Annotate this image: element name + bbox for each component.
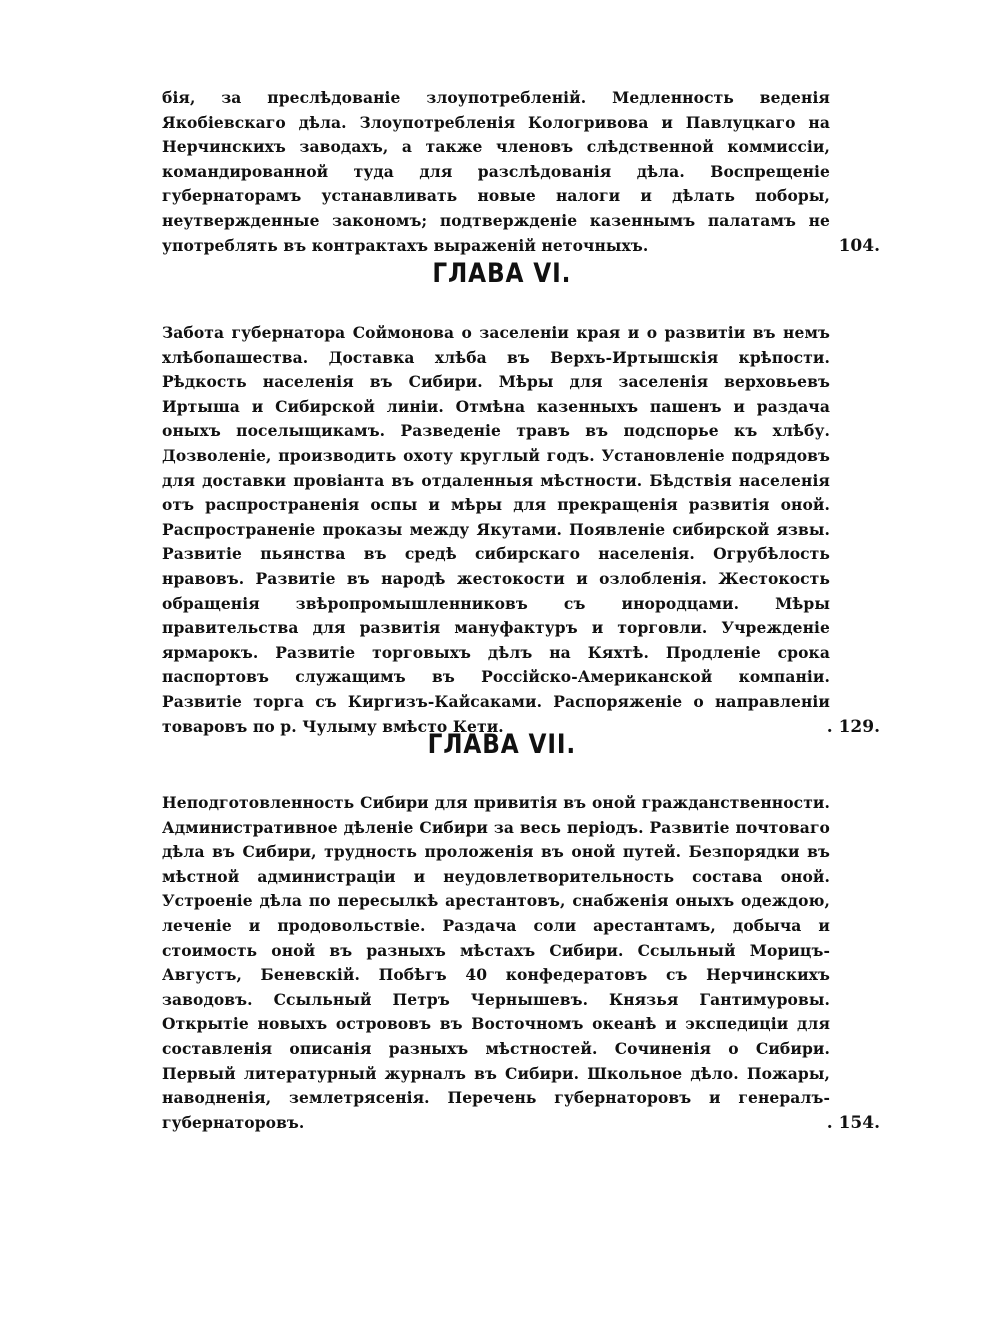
page-number: . 129. [826,716,880,737]
toc-entry-text: Неподготовленность Сибири для привитія въ оной гражданственности. Административное дѣленіе Сибири за весь періодъ. Развитіе почтоваго дѣла въ Сибири, трудность проложенія въ оной путей. Безпорядки въ мѣстной администраціи и неудовлетворительность состава оной. Устроеніе дѣла по пересылкѣ арестантовъ, снабженія оныхъ одеждою, леченіе и продовольствіе. Раздача соли арестантамъ, добыча и стоимость оной въ разныхъ мѣстахъ Сибири. Ссыльный Морицъ-Августъ, Беневскій. Побѣгъ 40 конфедератовъ съ Нерчинскихъ заводовъ. Ссыльный Петръ Чернышевъ. Князья Гантимуровы. Открытіе новыхъ острововъ въ Восточномъ океанѣ и экспедиціи для составленія описанія разныхъ мѣстностей. Сочиненія о Сибири. Первый литературный журналъ въ Сибири. Школьное дѣло. Пожары, наводненія, землетрясенія. Перечень губернаторовъ и генералъ-губернаторовъ. [162,793,830,1132]
toc-entry-text: бія, за преслѣдованіе злоупотребленій. Медленность веденія Якобіевскаго дѣла. Злоупотребленія Кологривова и Павлуцкаго на Нерчинскихъ заводахъ, а также членовъ слѣдственной коммиссіи, командированной туда для разслѣдованія дѣла. Воспрещеніе губернаторамъ устанавливать новые налоги и дѣлать поборы, неутвержденные закономъ; подтвержденіе казеннымъ палатамъ не употреблять въ контрактахъ выраженій неточныхъ. [162,88,830,255]
toc-entry-chapter-7 [162,791,880,1135]
chapter-heading-7: ГЛАВА VII. [427,729,577,760]
chapter-heading-6: ГЛАВА VI. [432,258,572,289]
toc-entry-chapter-6 [162,321,880,739]
page-number: . 154. [826,1112,880,1133]
toc-entry-text: Забота губернатора Соймонова о заселеніи края и о развитіи въ немъ хлѣбопашества. Доставка хлѣба въ Верхъ-Иртышскія крѣпости. Рѣдкость населенія въ Сибири. Мѣры для заселенія верховьевъ Иртыша и Сибирской линіи. Отмѣна казенныхъ пашенъ и раздача оныхъ поселыщикамъ. Разведеніе травъ въ подспорье къ хлѣбу. Дозволеніе, производить охоту круглый годъ. Установленіе подрядовъ для доставки провіанта въ отдаленныя мѣстности. Бѣдствія населенія отъ распространенія оспы и мѣры для прекращенія развитія оной. Распространеніе проказы между Якутами. Появленіе сибирской язвы. Развитіе пьянства въ средѣ сибирскаго населенія. Огрубѣлость нравовъ. Развитіе въ народѣ жестокости и озлобленія. Жестокость обращенія звѣропромышленниковъ съ инородцами. Мѣры правительства для развитія мануфактуръ и торговли. Учрежденіе ярмарокъ. Развитіе торговыхъ дѣлъ на Кяхтѣ. Продленіе срока паспортовъ служащимъ въ Россійско-Американской компаніи. Развитіе торга съ Киргизъ-Кайсаками. Распоряженіе о направленіи товаровъ по р. Чулыму вмѣсто Кети. [162,323,830,736]
toc-entry-continuation [162,86,880,258]
page-number: 104. [838,235,880,256]
